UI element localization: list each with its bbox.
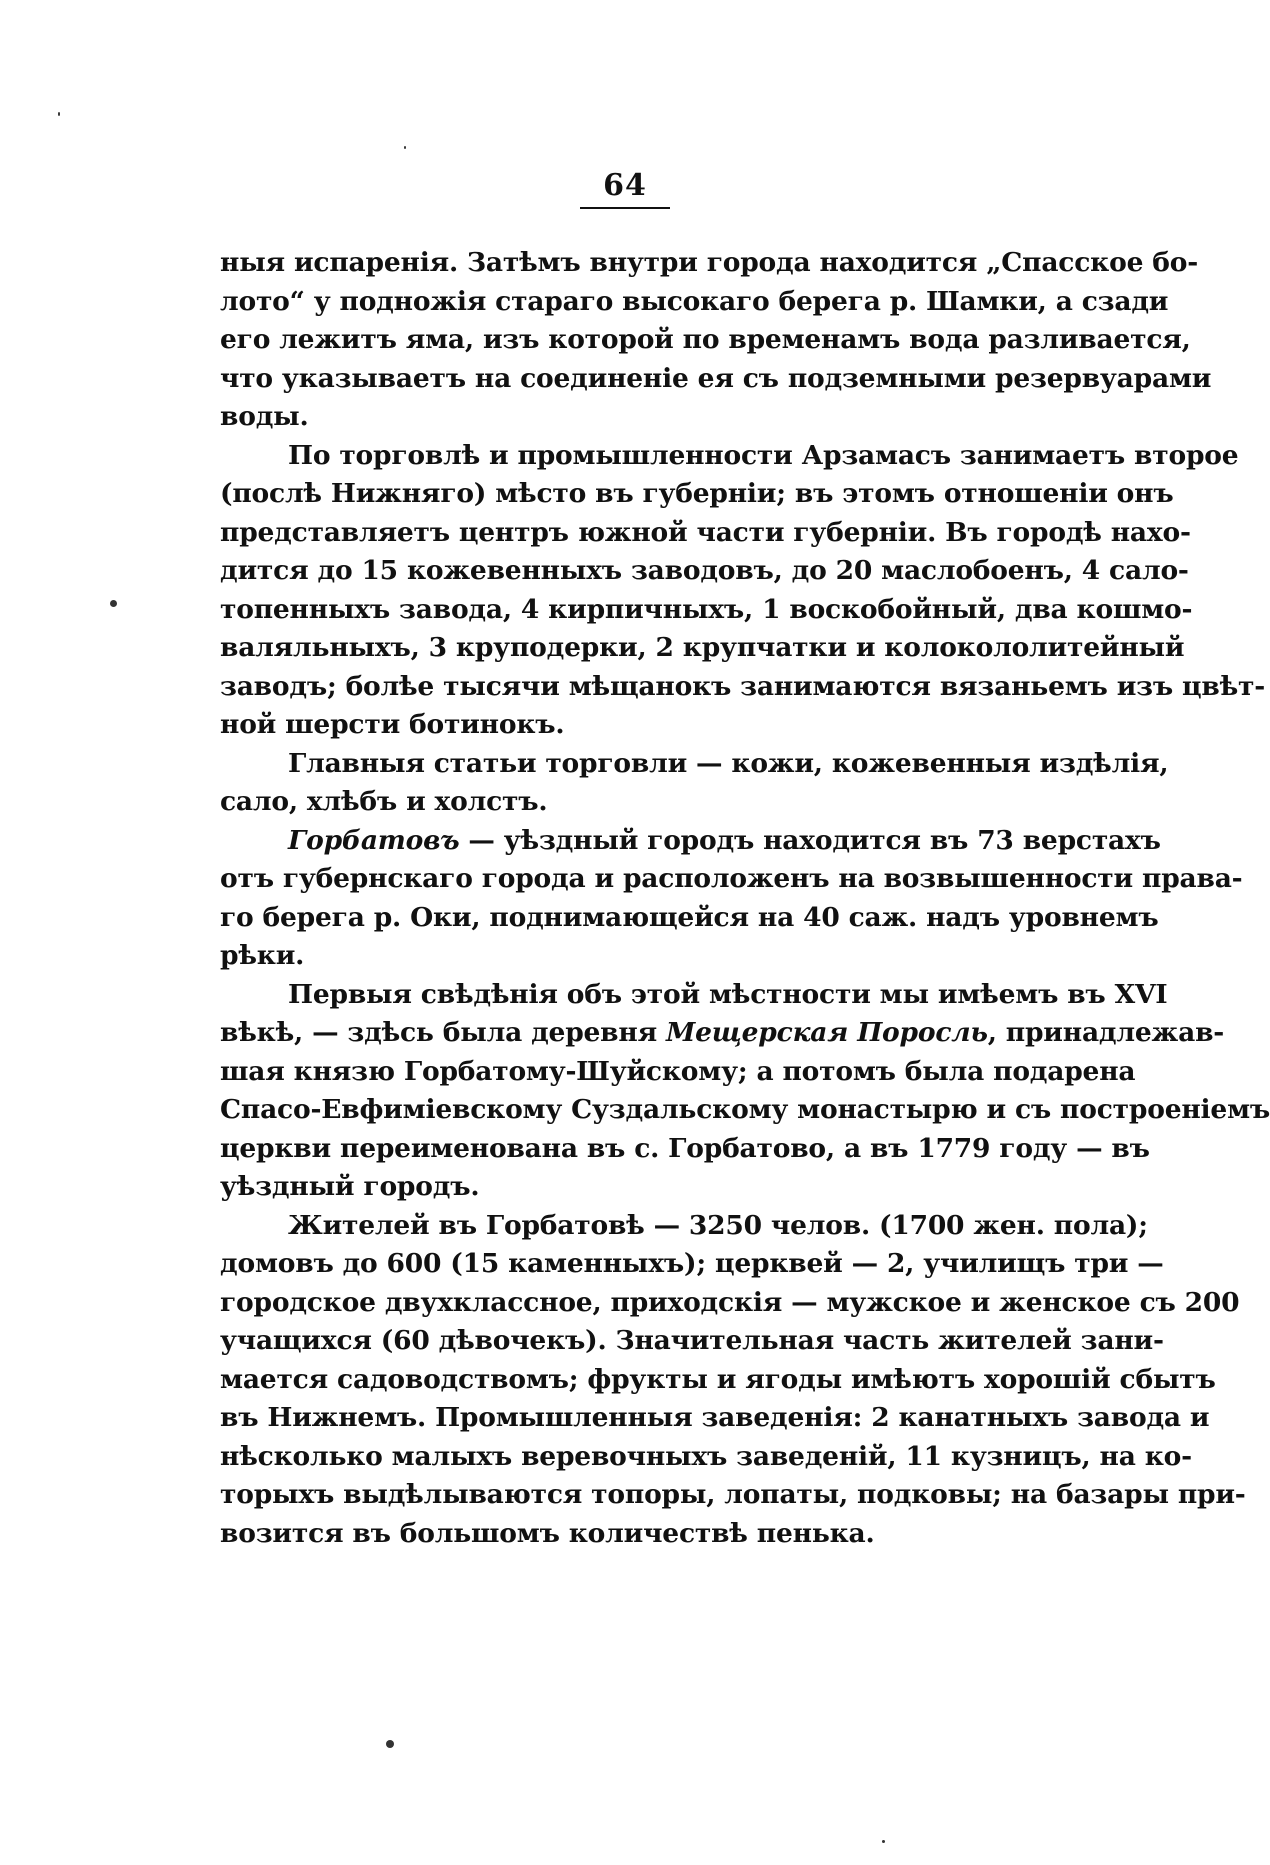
text-line: возится въ большомъ количествѣ пенька. [220, 1517, 875, 1549]
text-line: Спасо-Евфиміевскому Суздальскому монастырю и съ построеніемъ [220, 1094, 1270, 1125]
text-line [220, 1014, 1225, 1053]
text-line: воды. [220, 401, 309, 432]
body-text [220, 244, 1270, 1553]
town-name-gorbatov: Горбатовъ [288, 824, 460, 856]
text-line: его лежитъ яма, изъ которой по временамъ вода разливается, [220, 324, 1191, 355]
text-line: лото“ у подножія стараго высокаго берега р. Шамки, а сзади [220, 285, 1169, 317]
text-line: торыхъ выдѣлываются топоры, лопаты, подковы; на базары при- [220, 1479, 1246, 1510]
text-line: Жителей въ Горбатовѣ — 3250 челов. (1700 жен. пола); [288, 1209, 1148, 1241]
text-fragment: — уѣздный городъ находится въ 73 верстахъ [459, 824, 1161, 856]
text-line: (послѣ Нижняго) мѣсто въ губерніи; въ этомъ отношеніи онъ [220, 478, 1174, 509]
speck [882, 1840, 885, 1843]
text-line: го берега р. Оки, поднимающейся на 40 саж. надъ уровнемъ [220, 901, 1159, 933]
text-line: уѣздный городъ. [220, 1171, 480, 1202]
text-line: топенныхъ завода, 4 кирпичныхъ, 1 воскобойный, два кошмо- [220, 593, 1193, 625]
speck [58, 112, 60, 116]
text-line: что указываетъ на соединеніе ея съ подземными резервуарами [220, 362, 1212, 394]
text-line: мается садоводствомъ; фрукты и ягоды имѣютъ хорошій сбытъ [220, 1363, 1216, 1395]
text-line [220, 822, 1161, 861]
text-line: Первыя свѣдѣнія объ этой мѣстности мы имѣемъ въ XVI [288, 978, 1168, 1010]
speck [110, 600, 117, 607]
text-line: сало, хлѣбъ и холстъ. [220, 786, 548, 817]
village-name: Мещерская Поросль [666, 1017, 988, 1048]
text-line: дится до 15 кожевенныхъ заводовъ, до 20 маслобоенъ, 4 сало- [220, 555, 1189, 586]
text-fragment: вѣкѣ, — здѣсь была деревня [220, 1017, 666, 1048]
text-line: По торговлѣ и промышленности Арзамасъ занимаетъ второе [288, 439, 1239, 471]
text-line: представляетъ центръ южной части губерніи. Въ городѣ нахо- [220, 516, 1191, 548]
text-line: ной шерсти ботинокъ. [220, 709, 565, 740]
text-fragment: , принадлежав- [987, 1017, 1225, 1048]
text-line: валяльныхъ, 3 круподерки, 2 крупчатки и колокололитейный [220, 632, 1185, 663]
text-line: Главныя статьи торговли — кожи, кожевенныя издѣлія, [288, 747, 1169, 779]
text-line: городское двухклассное, приходскія — мужское и женское съ 200 [220, 1286, 1240, 1318]
text-line: церкви переименована въ с. Горбатово, а въ 1779 году — въ [220, 1132, 1150, 1164]
text-line: заводъ; болѣе тысячи мѣщанокъ занимаются вязаньемъ изъ цвѣт- [220, 670, 1266, 702]
text-line: рѣки. [220, 940, 305, 971]
text-line: отъ губернскаго города и расположенъ на возвышенности права- [220, 863, 1243, 894]
speck [386, 1740, 394, 1748]
text-line: въ Нижнемъ. Промышленныя заведенія: 2 канатныхъ завода и [220, 1402, 1210, 1433]
text-line: учащихся (60 дѣвочекъ). Значительная часть жителей зани- [220, 1325, 1164, 1356]
text-line: домовъ до 600 (15 каменныхъ); церквей — 2, училищъ три — [220, 1248, 1164, 1279]
text-line: нѣсколько малыхъ веревочныхъ заведеній, 11 кузницъ, на ко- [220, 1440, 1192, 1472]
text-line: шая князю Горбатому-Шуйскому; а потомъ была подарена [220, 1055, 1136, 1087]
page-number: 64 [580, 168, 670, 209]
text-line: ныя испаренія. Затѣмъ внутри города находится „Спасское бо- [220, 247, 1199, 278]
speck [404, 146, 406, 149]
